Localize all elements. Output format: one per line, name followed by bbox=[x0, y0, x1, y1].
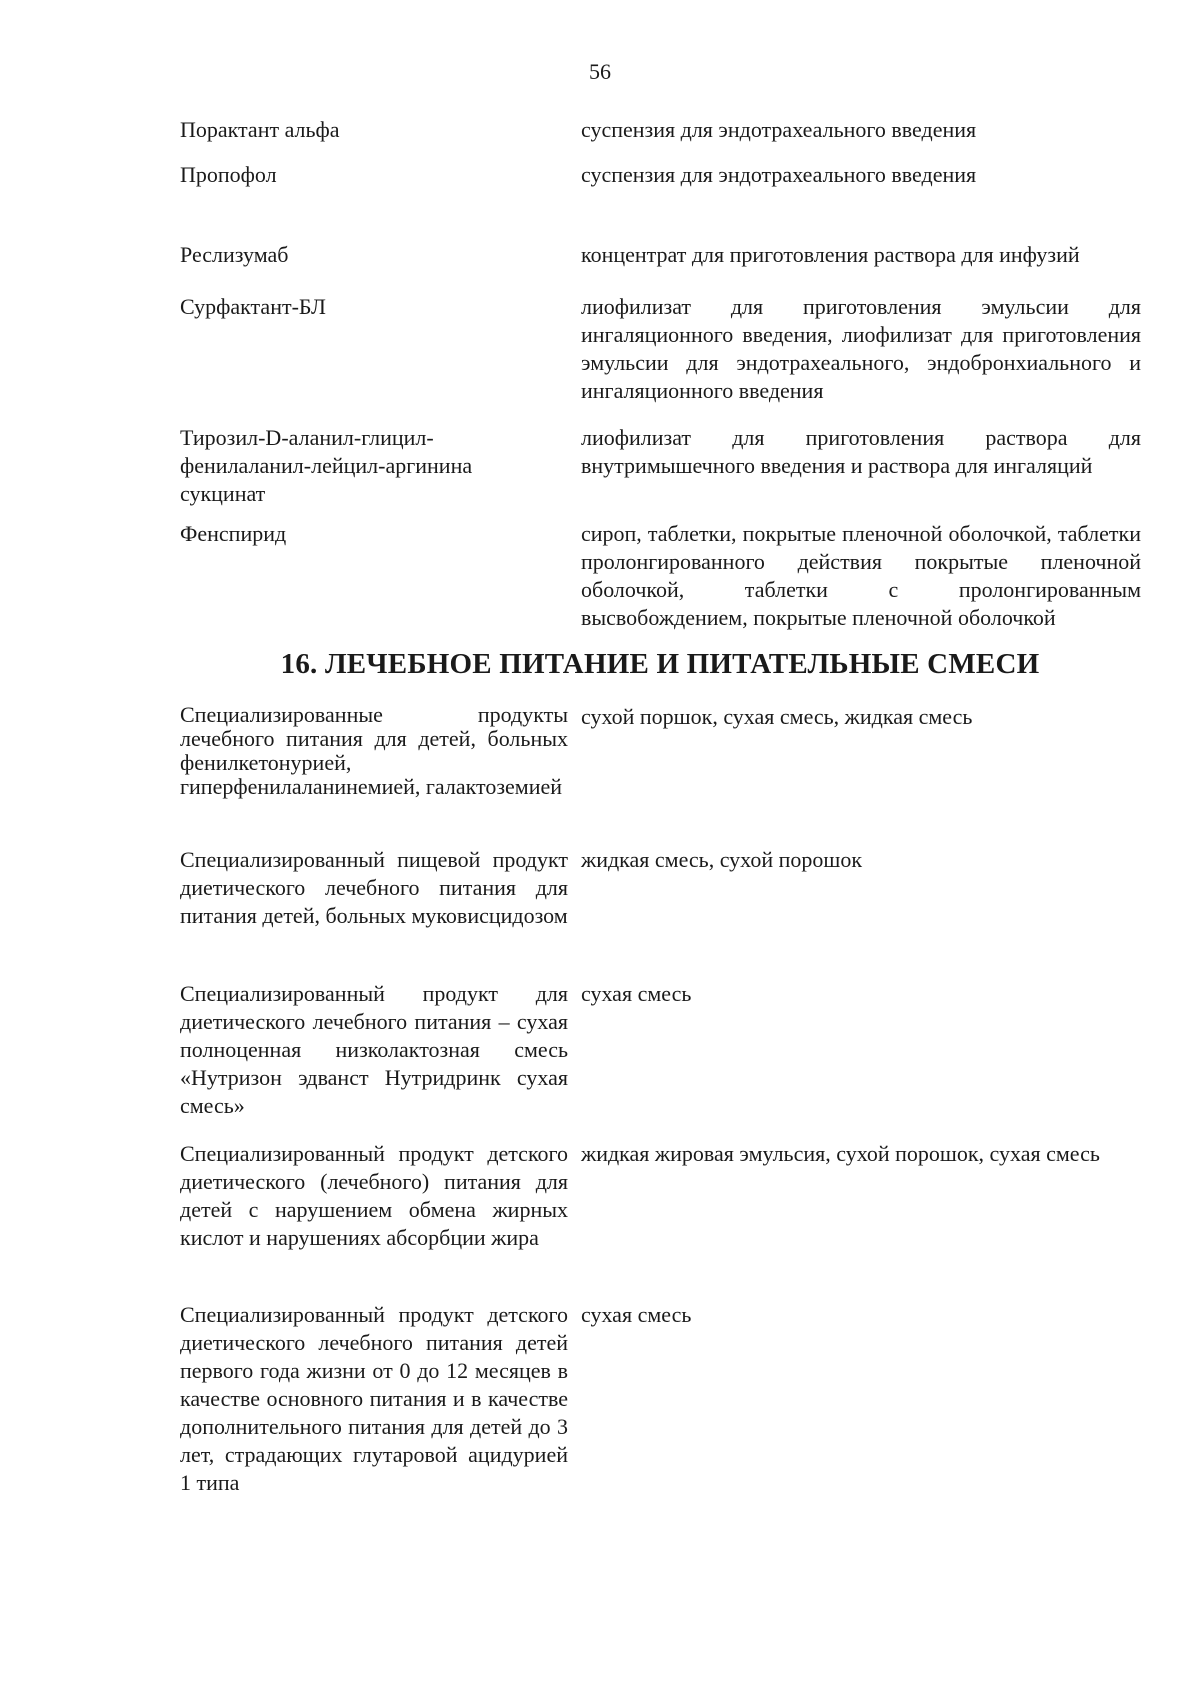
drug-name: Фенспирид bbox=[180, 521, 287, 546]
drug-name: Тирозил-D-аланил-глицил-фенилаланил-лейцил-аргинина сукцинат bbox=[180, 425, 473, 506]
dosage-form: концентрат для приготовления раствора для инфузий bbox=[581, 242, 1080, 267]
drug-name: Сурфактант-БЛ bbox=[180, 294, 326, 319]
product-name: Специализированный продукт детского диетического лечебного питания детей первого года жизни от 0 до 12 месяцев в качестве основного питания и в качестве дополнительного питания для детей до 3 лет, страдающих глутаровой ацидурией 1 типа bbox=[180, 1302, 568, 1495]
product-form: сухая смесь bbox=[581, 1302, 692, 1327]
product-form: сухая смесь bbox=[581, 981, 692, 1006]
product-name: Специализированные продукты лечебного питания для детей, больных фенилкетонурией, гиперфенилаланинемией, галактоземией bbox=[180, 702, 568, 799]
drug-name: Пропофол bbox=[180, 162, 277, 187]
product-form: жидкая смесь, сухой порошок bbox=[581, 847, 863, 872]
dosage-form: суспензия для эндотрахеального введения bbox=[581, 162, 977, 187]
dosage-form: суспензия для эндотрахеального введения bbox=[581, 117, 977, 142]
product-name: Специализированный пищевой продукт диетического лечебного питания для питания детей, больных муковисцидозом bbox=[180, 847, 568, 928]
product-name: Специализированный продукт для диетического лечебного питания – сухая полноценная низколактозная смесь «Нутризон эдванст Нутридринк сухая смесь» bbox=[180, 981, 568, 1118]
dosage-form: лиофилизат для приготовления эмульсии для ингаляционного введения, лиофилизат для приготовления эмульсии для эндотрахеального, эндобронхиального и ингаляционного введения bbox=[581, 294, 1141, 403]
product-name: Специализированный продукт детского диетического (лечебного) питания для детей с нарушением обмена жирных кислот и нарушениях абсорбции жира bbox=[180, 1141, 568, 1250]
page-number: 56 bbox=[589, 59, 611, 84]
product-form: сухой поршок, сухая смесь, жидкая смесь bbox=[581, 704, 973, 729]
drug-name: Реслизумаб bbox=[180, 242, 289, 267]
dosage-form: сироп, таблетки, покрытые пленочной оболочкой, таблетки пролонгированного действия покрытые пленочной оболочкой, таблетки с пролонгированным высвобождением, покрытые пленочной оболочкой bbox=[581, 521, 1141, 630]
section-heading: 16. ЛЕЧЕБНОЕ ПИТАНИЕ И ПИТАТЕЛЬНЫЕ СМЕСИ bbox=[280, 648, 1040, 680]
product-form: жидкая жировая эмульсия, сухой порошок, сухая смесь bbox=[581, 1141, 1100, 1166]
drug-name: Порактант альфа bbox=[180, 117, 340, 142]
dosage-form: лиофилизат для приготовления раствора для внутримышечного введения и раствора для ингаляций bbox=[581, 425, 1141, 478]
